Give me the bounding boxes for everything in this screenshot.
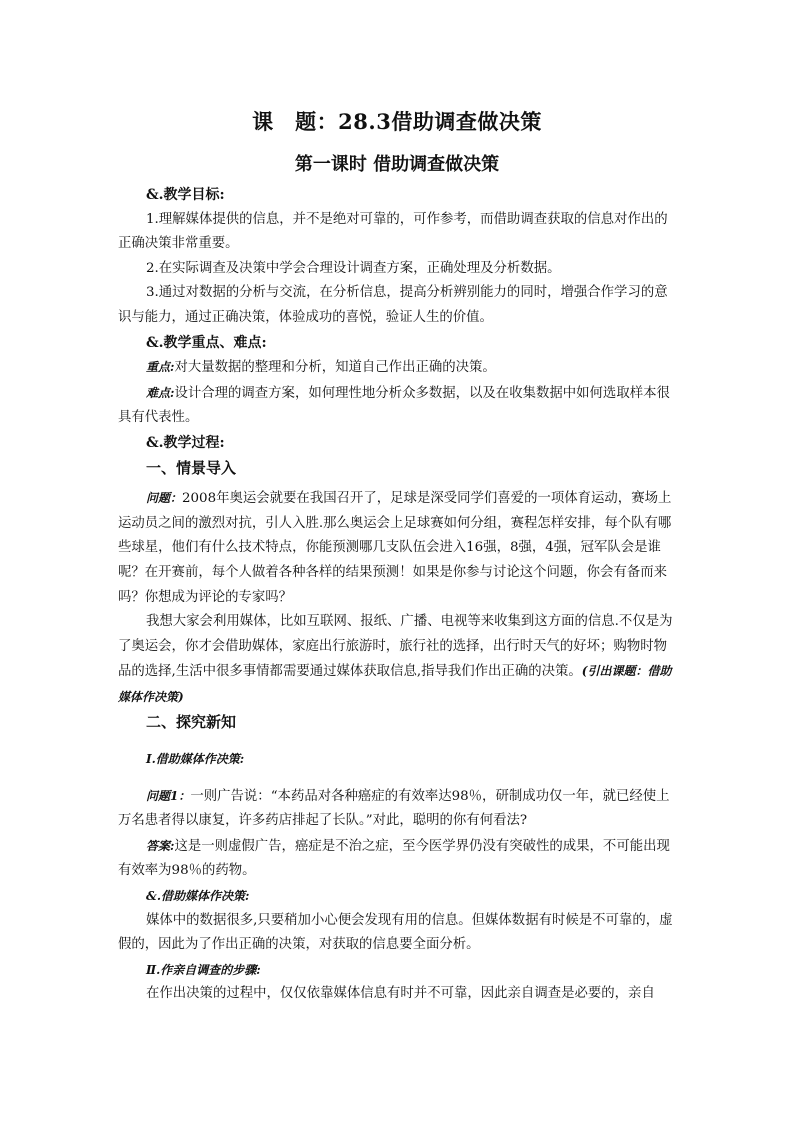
question-1-label: 问题1： bbox=[146, 788, 191, 803]
subsection-heading-media-2: &.借助媒体作决策: bbox=[146, 889, 250, 904]
document-body bbox=[118, 183, 676, 1007]
objectives-heading: &.教学目标: bbox=[146, 187, 225, 203]
keypoints-heading: &.教学重点、难点: bbox=[146, 334, 267, 351]
question-text: 2008年奥运会就要在我国召开了，足球是深受同学们喜爱的一项体育运动，赛场上运动员之间的激烈对抗，引人入胜.那么奥运会上足球赛如何分组，赛程怎样安排，每个队有哪些球星，他们有什么技术特点，你能预测哪几支队伍会进入16强，8强，4强，冠军队会是谁呢？在开赛前，每个人做着各种各样的结果预测！如果是你参与讨论这个问题，你会有备而来吗？你想成为评论的专家吗？ bbox=[118, 491, 672, 605]
question-label: 问题： bbox=[146, 491, 183, 506]
question-paragraph bbox=[118, 486, 676, 610]
process-heading: &.教学过程: bbox=[146, 434, 225, 451]
question-1-paragraph bbox=[118, 784, 676, 834]
subsection-heading-survey: Ⅱ.作亲自调查的步骤: bbox=[146, 962, 261, 977]
difficult-point-label: 难点: bbox=[146, 385, 175, 400]
media-paragraph: 媒体中的数据很多,只要稍加小心便会发现有用的信息。但媒体数据有时候是不可靠的，虚假的，因此为了作出正确的决策，对获取的信息要全面分析。 bbox=[118, 912, 673, 953]
survey-paragraph: 在作出决策的过程中，仅仅依靠媒体信息有时并不可靠，因此亲自调查是必要的，亲自 bbox=[146, 986, 655, 1002]
subsection-heading-media: Ⅰ.借助媒体作决策: bbox=[146, 752, 245, 767]
answer-text: 这是一则虚假广告，癌症是不治之症，至今医学界仍没有突破性的成果，不可能出现有效率为98％的药物。 bbox=[118, 838, 670, 879]
section-heading-intro: 一、情景导入 bbox=[146, 458, 237, 477]
intro-tag: (引出课题：借助媒体作决策) bbox=[118, 664, 672, 704]
objective-item: 2.在实际调查及决策中学会合理设计调查方案，正确处理及分析数据。 bbox=[146, 260, 561, 276]
answer-label: 答案: bbox=[146, 838, 175, 853]
lesson-title: 课 题：28.3借助调查做决策 bbox=[252, 109, 542, 134]
objective-item: 3.通过对数据的分析与交流，在分析信息，提高分析辨别能力的同时，增强合作学习的意识与能力，通过正确决策，体验成功的喜悦，验证人生的价值。 bbox=[118, 285, 668, 325]
intro-text: 我想大家会利用媒体，比如互联网、报纸、广播、电视等来收集到这方面的信息.不仅是为了奥运会，你才会借助媒体，家庭出行旅游时，旅行社的选择，出行时天气的好坏；购物时物品的选择,生活中很多事情都需要通过媒体获取信息,指导我们作出正确的决策。 bbox=[118, 614, 673, 680]
key-point-paragraph bbox=[118, 355, 676, 381]
answer-paragraph bbox=[118, 834, 676, 884]
section-heading-explore: 二、探究新知 bbox=[146, 713, 237, 732]
lesson-subtitle: 第一课时 借助调查做决策 bbox=[294, 154, 500, 175]
objective-item: 1.理解媒体提供的信息，并不是绝对可靠的，可作参考，而借助调查获取的信息对作出的正确决策非常重要。 bbox=[118, 211, 668, 252]
key-point-label: 重点: bbox=[146, 360, 175, 375]
intro-paragraph bbox=[118, 610, 676, 710]
difficult-point-text: 设计合理的调查方案，如何理性地分析众多数据，以及在收集数据中如何选取样本很具有代表性。 bbox=[118, 385, 670, 426]
key-point-text: 对大量数据的整理和分析，知道自己作出正确的决策。 bbox=[174, 360, 496, 376]
difficult-point-paragraph bbox=[118, 381, 676, 431]
question-1-text: 一则广告说：“本药品对各种癌症的有效率达98％，研制成功仅一年，就已经使上万名患者得以康复，许多药店排起了长队。”对此，聪明的你有何看法? bbox=[118, 788, 670, 829]
